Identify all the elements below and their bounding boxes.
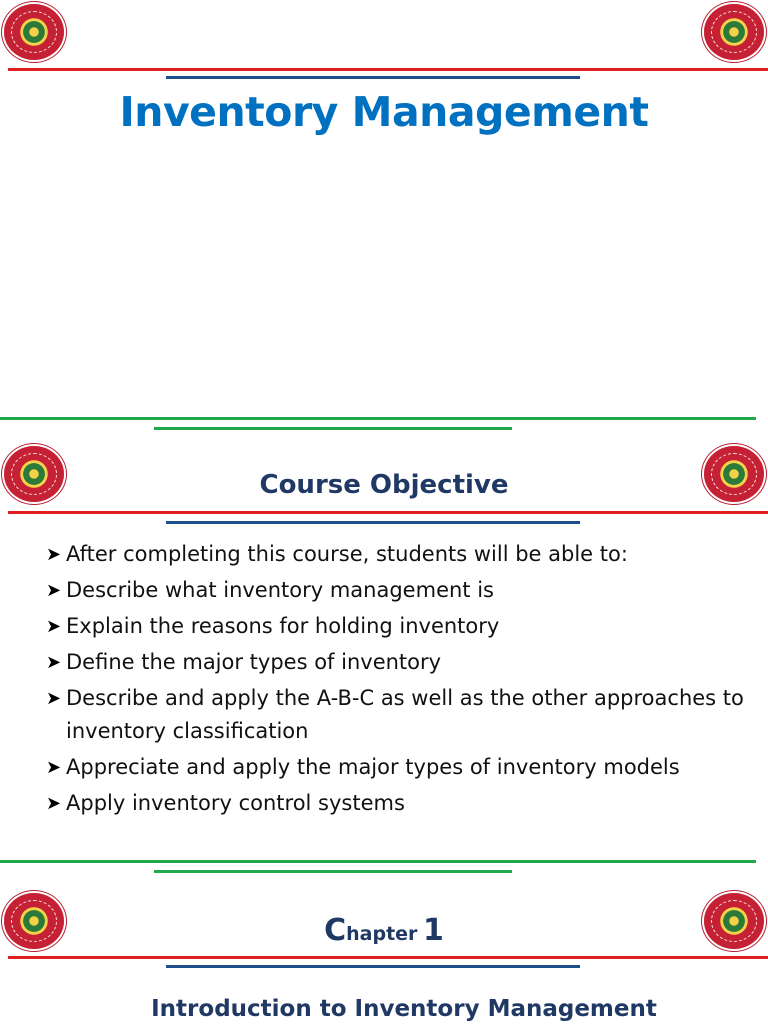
slide-chapter-1 bbox=[0, 883, 768, 1024]
list-item: ➤ Appreciate and apply the major types of inventory models bbox=[46, 751, 746, 784]
green-divider bbox=[0, 860, 756, 863]
chapter-subtitle: Introduction to Inventory Management bbox=[151, 996, 657, 1022]
red-divider bbox=[8, 68, 768, 71]
arrow-bullet-icon: ➤ bbox=[46, 688, 62, 709]
green-divider bbox=[0, 417, 756, 420]
green-divider-short bbox=[154, 427, 512, 430]
chapter-heading: Chapter 1 bbox=[324, 913, 444, 948]
objective-list bbox=[46, 538, 746, 823]
arrow-bullet-icon: ➤ bbox=[46, 652, 62, 673]
slide-course-objective bbox=[0, 440, 768, 873]
list-item: ➤ Describe what inventory management is bbox=[46, 574, 746, 607]
red-divider bbox=[8, 956, 768, 959]
arrow-bullet-icon: ➤ bbox=[46, 580, 62, 601]
course-objective-heading: Course Objective bbox=[259, 470, 509, 500]
arrow-bullet-icon: ➤ bbox=[46, 757, 62, 778]
list-item: ➤ Explain the reasons for holding inventory bbox=[46, 610, 746, 643]
blue-divider bbox=[166, 965, 580, 968]
list-item: ➤ Define the major types of inventory bbox=[46, 646, 746, 679]
slide-title-heading: Inventory Management bbox=[119, 88, 649, 136]
blue-divider bbox=[166, 76, 580, 79]
list-item: ➤ Apply inventory control systems bbox=[46, 787, 746, 820]
university-seal-icon bbox=[704, 4, 764, 60]
arrow-bullet-icon: ➤ bbox=[46, 544, 62, 565]
blue-divider bbox=[166, 521, 580, 524]
green-divider-short bbox=[154, 870, 512, 873]
arrow-bullet-icon: ➤ bbox=[46, 616, 62, 637]
arrow-bullet-icon: ➤ bbox=[46, 793, 62, 814]
red-divider bbox=[8, 511, 768, 514]
list-item: ➤ Describe and apply the A-B-C as well as the other approaches to inventory classification bbox=[46, 682, 746, 748]
slide-title bbox=[0, 0, 768, 430]
university-seal-icon bbox=[4, 4, 64, 60]
list-item: ➤ After completing this course, students will be able to: bbox=[46, 538, 746, 571]
